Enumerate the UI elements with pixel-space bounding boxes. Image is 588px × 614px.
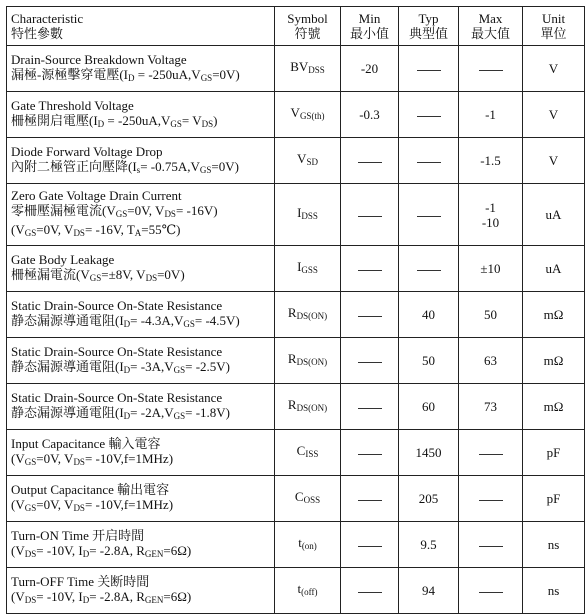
- max-cell-value: -1: [485, 107, 496, 122]
- subscript: D: [82, 594, 90, 605]
- text-run: =0V, V: [127, 203, 165, 218]
- unit-cell: mΩ: [523, 338, 585, 384]
- characteristic-line: [11, 589, 270, 608]
- max-cell: [459, 138, 523, 184]
- symbol-cell: [275, 138, 341, 184]
- col-header-min: Min 最小值: [341, 7, 399, 46]
- symbol-cell: [275, 522, 341, 568]
- min-cell: [341, 184, 399, 246]
- max-cell: [459, 292, 523, 338]
- characteristic-line: [11, 543, 270, 562]
- characteristic-line: [11, 482, 270, 497]
- subscript: D: [123, 410, 131, 421]
- max-cell: [459, 46, 523, 92]
- characteristic-line: [11, 267, 270, 286]
- max-cell-value: -1: [485, 199, 496, 215]
- subscript: D: [123, 318, 131, 329]
- text-run: R: [287, 305, 297, 320]
- max-cell: [459, 184, 523, 246]
- text-run: = -2A,V: [130, 404, 174, 420]
- max-cell-value: -10: [481, 214, 500, 230]
- subscript: DS: [73, 228, 85, 238]
- characteristic-line: [11, 159, 270, 178]
- subscript: GS: [170, 118, 182, 129]
- typ-cell-value: 1450: [415, 445, 442, 460]
- characteristic-line: [11, 203, 270, 222]
- symbol-cell: [275, 476, 341, 522]
- text-run: R: [287, 397, 297, 412]
- unit-cell: ns: [523, 568, 585, 614]
- text-run: = -250uA,V: [104, 112, 171, 128]
- unit-cell: mΩ: [523, 384, 585, 430]
- subscript: s: [136, 164, 141, 175]
- subscript: D: [128, 72, 135, 83]
- subscript: D: [82, 548, 90, 559]
- col-header-unit: Unit 單位: [523, 7, 585, 46]
- typ-cell: [399, 476, 459, 522]
- characteristic-cell: [7, 568, 275, 614]
- max-cell: [459, 476, 523, 522]
- typ-cell-value: 9.5: [420, 537, 437, 552]
- typ-cell: [399, 46, 459, 92]
- min-cell: [341, 338, 399, 384]
- characteristic-line: [11, 436, 270, 451]
- characteristic-cell: [7, 92, 275, 138]
- subscript: DSS: [308, 65, 325, 75]
- text-run: ): [213, 112, 218, 128]
- typ-cell: [399, 292, 459, 338]
- table-row: [7, 46, 585, 92]
- typ-cell-value: 60: [422, 399, 435, 414]
- col-header-symbol: Symbol 符號: [275, 7, 341, 46]
- characteristic-line: [11, 313, 270, 332]
- text-run: Turn-ON Time 开启時間: [11, 527, 145, 543]
- col-header-typ: Typ 典型值: [399, 7, 459, 46]
- subscript: GS: [24, 228, 37, 238]
- text-run: = -3A,V: [130, 358, 174, 374]
- characteristic-line: [11, 298, 270, 313]
- text-run: R: [287, 351, 297, 366]
- typ-cell: [399, 430, 459, 476]
- symbol-cell: [275, 292, 341, 338]
- max-cell: [459, 430, 523, 476]
- typ-cell-value: 40: [422, 307, 435, 322]
- min-cell: [341, 476, 399, 522]
- subscript: GEN: [144, 548, 164, 559]
- text-run: = -10V,f=1MHz): [84, 450, 174, 466]
- table-row: [7, 384, 585, 430]
- text-run: BV: [290, 59, 309, 74]
- text-run: Turn-OFF Time 关断時間: [11, 573, 150, 589]
- symbol-cell: [275, 46, 341, 92]
- characteristic-line: [11, 359, 270, 378]
- unit-cell: V: [523, 46, 585, 92]
- typ-cell: [399, 138, 459, 184]
- text-run: I: [297, 259, 302, 274]
- subscript: DS(ON): [296, 311, 328, 321]
- subscript: SD: [306, 157, 318, 167]
- subscript: DS(ON): [296, 403, 328, 413]
- text-run: 漏極-源極擊穿電壓(I: [11, 66, 128, 82]
- text-run: 静态漏源導通電阻(I: [11, 358, 124, 374]
- table-row: [7, 522, 585, 568]
- min-cell: [341, 246, 399, 292]
- min-cell: [341, 292, 399, 338]
- text-run: t: [297, 581, 302, 596]
- text-run: Static Drain-Source On-State Resistance: [11, 389, 223, 405]
- table-row: [7, 92, 585, 138]
- text-run: =6Ω): [163, 542, 192, 558]
- text-run: 柵極開启電壓(I: [11, 112, 98, 128]
- header-row: [7, 7, 585, 46]
- subscript: GS: [173, 364, 186, 375]
- text-run: 静态漏源導通電阻(I: [11, 404, 124, 420]
- text-run: I: [297, 205, 302, 220]
- text-run: Input Capacitance 輸入電容: [11, 435, 161, 451]
- min-cell: [341, 522, 399, 568]
- max-cell: [459, 384, 523, 430]
- text-run: Output Capacitance 輸出電容: [11, 481, 170, 497]
- max-cell: [459, 246, 523, 292]
- text-run: = -0.75A,V: [140, 158, 200, 174]
- text-run: = V: [181, 112, 202, 128]
- characteristic-cell: [7, 292, 275, 338]
- subscript: GS: [24, 502, 37, 513]
- text-run: Static Drain-Source On-State Resistance: [11, 297, 223, 313]
- characteristic-line: [11, 188, 270, 203]
- subscript: DS: [73, 502, 85, 513]
- subscript: GS: [24, 456, 37, 467]
- text-run: = -2.8A, R: [89, 588, 145, 604]
- subscript: DS: [24, 594, 37, 605]
- text-run: = -1.8V): [185, 404, 231, 420]
- text-run: =0V, V: [36, 450, 74, 466]
- text-run: V: [297, 151, 307, 166]
- text-run: =6Ω): [163, 588, 192, 604]
- typ-cell-value: 205: [418, 491, 439, 506]
- symbol-cell: [275, 184, 341, 246]
- text-run: = -16V, T: [84, 222, 135, 237]
- table-row: [7, 292, 585, 338]
- empty-dash: [358, 316, 382, 317]
- characteristic-cell: [7, 184, 275, 246]
- unit-cell: ns: [523, 522, 585, 568]
- text-run: (V: [11, 222, 25, 237]
- subscript: (off): [301, 587, 318, 597]
- subscript: DS: [73, 456, 85, 467]
- empty-dash: [479, 454, 503, 455]
- subscript: OSS: [303, 495, 321, 505]
- typ-cell-value: 50: [422, 353, 435, 368]
- unit-cell: V: [523, 92, 585, 138]
- min-cell: [341, 92, 399, 138]
- text-run: (V: [11, 496, 25, 512]
- text-run: =0V): [157, 266, 185, 282]
- empty-dash: [358, 546, 382, 547]
- subscript: GS: [89, 272, 102, 283]
- text-run: (V: [11, 542, 25, 558]
- characteristic-line: [11, 451, 270, 470]
- characteristic-cell: [7, 338, 275, 384]
- min-cell: [341, 138, 399, 184]
- characteristic-cell: [7, 46, 275, 92]
- text-run: =55℃): [141, 222, 181, 237]
- table-body: [7, 46, 585, 614]
- text-run: 內附二極管正向壓降(I: [11, 158, 137, 174]
- text-run: =0V): [211, 158, 239, 174]
- characteristic-cell: [7, 430, 275, 476]
- text-run: = -10V,f=1MHz): [84, 496, 174, 512]
- typ-cell: [399, 522, 459, 568]
- text-run: = -4.5V): [194, 312, 240, 328]
- characteristic-line: [11, 497, 270, 516]
- symbol-cell: [275, 338, 341, 384]
- empty-dash: [358, 592, 382, 593]
- empty-dash: [358, 362, 382, 363]
- empty-dash: [417, 116, 441, 117]
- subscript: GS: [200, 72, 213, 83]
- text-run: Gate Body Leakage: [11, 251, 115, 267]
- text-run: Static Drain-Source On-State Resistance: [11, 343, 223, 359]
- empty-dash: [358, 500, 382, 501]
- max-cell: [459, 522, 523, 568]
- max-cell: [459, 338, 523, 384]
- subscript: DS: [164, 209, 176, 219]
- subscript: A: [134, 228, 142, 238]
- characteristic-cell: [7, 246, 275, 292]
- max-cell-value: -1.5: [480, 153, 501, 168]
- typ-cell: [399, 568, 459, 614]
- text-run: C: [294, 489, 304, 504]
- table-row: [7, 430, 585, 476]
- characteristic-line: [11, 222, 270, 241]
- empty-dash: [358, 454, 382, 455]
- subscript: GS: [199, 164, 212, 175]
- characteristic-line: [11, 52, 270, 67]
- subscript: GS: [115, 209, 128, 219]
- characteristic-line: [11, 405, 270, 424]
- empty-dash: [479, 592, 503, 593]
- characteristic-cell: [7, 138, 275, 184]
- table-row: [7, 568, 585, 614]
- table-row: [7, 246, 585, 292]
- typ-cell: [399, 246, 459, 292]
- typ-cell: [399, 384, 459, 430]
- text-run: 柵極漏電流(V: [11, 266, 90, 282]
- max-cell-value: ±10: [480, 261, 501, 276]
- text-run: 零柵壓漏極電流(V: [11, 203, 116, 218]
- typ-cell: [399, 338, 459, 384]
- text-run: =0V, V: [36, 222, 74, 237]
- text-run: Diode Forward Voltage Drop: [11, 143, 163, 159]
- min-cell-value: -0.3: [359, 107, 380, 122]
- typ-cell: [399, 92, 459, 138]
- subscript: DS: [24, 548, 37, 559]
- text-run: =0V, V: [36, 496, 74, 512]
- text-run: t: [298, 535, 302, 550]
- subscript: GEN: [144, 594, 164, 605]
- empty-dash: [479, 500, 503, 501]
- subscript: GS: [183, 318, 195, 329]
- text-run: =0V): [212, 66, 240, 82]
- electrical-characteristics-sheet: [6, 6, 585, 614]
- unit-cell: uA: [523, 184, 585, 246]
- empty-dash: [358, 216, 382, 217]
- text-run: 静态漏源導通電阻(I: [11, 312, 124, 328]
- text-run: = -250uA,V: [134, 66, 201, 82]
- empty-dash: [358, 270, 382, 271]
- text-run: C: [296, 443, 306, 458]
- characteristic-cell: [7, 522, 275, 568]
- symbol-cell: [275, 384, 341, 430]
- max-cell: [459, 568, 523, 614]
- unit-cell: pF: [523, 430, 585, 476]
- subscript: GS: [173, 410, 186, 421]
- characteristic-line: [11, 252, 270, 267]
- characteristic-line: [11, 528, 270, 543]
- text-run: Gate Threshold Voltage: [11, 97, 134, 113]
- table-row: [7, 184, 585, 246]
- empty-dash: [479, 70, 503, 71]
- subscript: D: [97, 118, 105, 129]
- typ-cell: [399, 184, 459, 246]
- text-run: Drain-Source Breakdown Voltage: [11, 51, 187, 67]
- table-row: [7, 476, 585, 522]
- subscript: GS(th): [299, 111, 325, 121]
- empty-dash: [358, 408, 382, 409]
- min-cell: [341, 46, 399, 92]
- max-cell-value: 73: [484, 399, 497, 414]
- subscript: ISS: [305, 449, 319, 459]
- characteristics-table: [6, 6, 585, 614]
- cropped-header-strip: [6, 0, 584, 5]
- text-run: = -2.5V): [185, 358, 231, 374]
- characteristic-line: [11, 67, 270, 86]
- text-run: Zero Gate Voltage Drain Current: [11, 188, 182, 203]
- text-run: = -2.8A, R: [89, 542, 145, 558]
- characteristic-line: [11, 574, 270, 589]
- unit-cell: V: [523, 138, 585, 184]
- max-cell-value: 50: [484, 307, 497, 322]
- table-row: [7, 138, 585, 184]
- min-cell: [341, 430, 399, 476]
- text-run: = -4.3A,V: [130, 312, 184, 328]
- subscript: DS(ON): [296, 357, 328, 367]
- empty-dash: [417, 216, 441, 217]
- empty-dash: [417, 70, 441, 71]
- characteristic-line: [11, 390, 270, 405]
- characteristic-line: [11, 144, 270, 159]
- text-run: (V: [11, 450, 25, 466]
- characteristic-cell: [7, 476, 275, 522]
- subscript: DS: [145, 272, 158, 283]
- subscript: DSS: [301, 211, 318, 221]
- text-run: (V: [11, 588, 25, 604]
- symbol-cell: [275, 246, 341, 292]
- characteristic-cell: [7, 384, 275, 430]
- unit-cell: uA: [523, 246, 585, 292]
- min-cell: [341, 568, 399, 614]
- max-cell-value: 63: [484, 353, 497, 368]
- characteristic-line: [11, 344, 270, 359]
- text-run: = -10V, I: [36, 542, 83, 558]
- empty-dash: [358, 162, 382, 163]
- subscript: (on): [301, 541, 317, 551]
- min-cell: [341, 384, 399, 430]
- text-run: = -16V): [175, 203, 218, 218]
- col-header-characteristic: Characteristic 特性參數: [7, 7, 275, 46]
- text-run: = -10V, I: [36, 588, 83, 604]
- text-run: =±8V, V: [101, 266, 146, 282]
- unit-cell: mΩ: [523, 292, 585, 338]
- characteristic-line: [11, 98, 270, 113]
- empty-dash: [479, 546, 503, 547]
- symbol-cell: [275, 430, 341, 476]
- subscript: GSS: [301, 265, 318, 275]
- empty-dash: [417, 270, 441, 271]
- table-row: [7, 338, 585, 384]
- unit-cell: pF: [523, 476, 585, 522]
- subscript: DS: [201, 118, 214, 129]
- max-cell: [459, 92, 523, 138]
- col-header-max: Max 最大值: [459, 7, 523, 46]
- characteristic-line: [11, 113, 270, 132]
- text-run: V: [290, 105, 300, 120]
- subscript: D: [123, 364, 131, 375]
- symbol-cell: [275, 568, 341, 614]
- typ-cell-value: 94: [422, 583, 435, 598]
- min-cell-value: -20: [360, 61, 379, 76]
- symbol-cell: [275, 92, 341, 138]
- empty-dash: [417, 162, 441, 163]
